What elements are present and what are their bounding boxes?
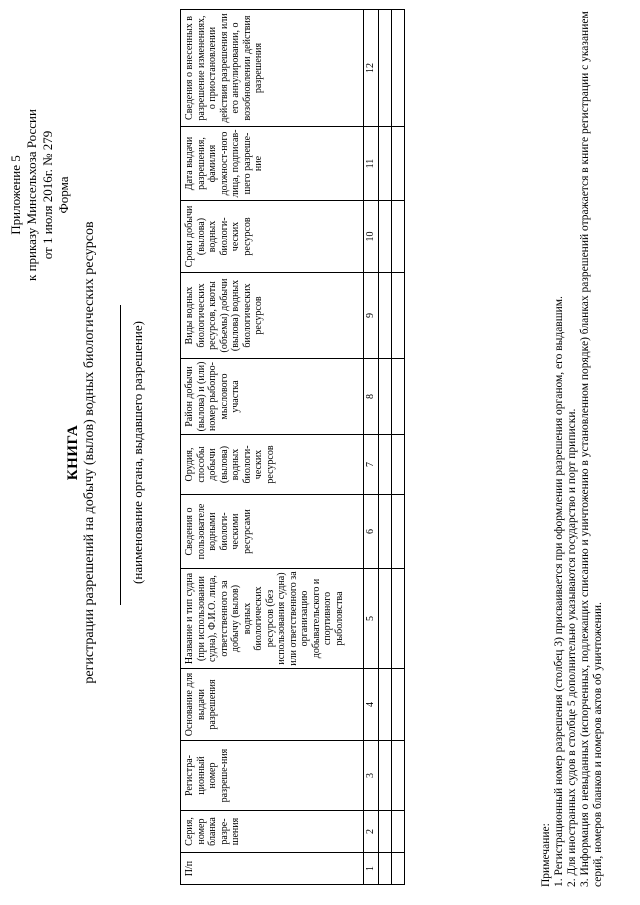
column-header: Сведения о пользователе водными биологи-ческими ресурсами — [181, 495, 364, 569]
order-reference: к приказу Минсельхоза России — [24, 109, 39, 281]
table-cell — [379, 495, 392, 569]
organization-name-line — [120, 305, 121, 605]
table-cell — [392, 569, 405, 669]
table-cell — [379, 853, 392, 885]
column-number-row — [364, 10, 379, 885]
table-header-row — [181, 10, 364, 885]
column-header: Регистра-ционный номер разреше-ния — [181, 741, 364, 811]
column-number: 10 — [364, 201, 379, 273]
note-item: 1. Регистрационный номер разрешения (столбец 3) присваивается при оформлении разрешения органом, его выдавшим. — [553, 296, 565, 887]
table-cell — [392, 273, 405, 359]
table-cell — [379, 741, 392, 811]
column-header: Виды водных биологических ресурсов, квоты (объемы) добычи (вылова) водных биологических ресурсов — [181, 273, 364, 359]
column-header: П/п — [181, 853, 364, 885]
registration-table — [180, 9, 405, 885]
document-subtitle: регистрации разрешений на добычу (вылов) водных биологических ресурсов — [82, 221, 97, 684]
table-cell — [379, 669, 392, 741]
column-number: 8 — [364, 359, 379, 435]
table-cell — [392, 741, 405, 811]
column-number: 11 — [364, 127, 379, 201]
column-header: Орудия, способы добычи (вылова) водных биологи-ческих ресурсов — [181, 435, 364, 495]
note-item: 3. Информация о невыданных (испорченных, подлежащих списанию и уничтожению в установленном порядке) бланках разрешений отражается в книге регистрации с указанием серий, номеров бланков и номеров актов об уничтожении. — [579, 11, 604, 887]
notes-section — [540, 7, 605, 887]
column-header: Сроки добычи (вылова) водных биологи-ческих ресурсов — [181, 201, 364, 273]
column-header: Серия, номер бланка разре-шения — [181, 811, 364, 853]
table-cell — [379, 127, 392, 201]
column-header: Основание для выдачи разрешения — [181, 669, 364, 741]
column-number: 2 — [364, 811, 379, 853]
column-number: 7 — [364, 435, 379, 495]
appendix-header — [8, 75, 72, 315]
column-number: 12 — [364, 10, 379, 127]
organization-caption: (наименование органа, выдавшего разрешение) — [130, 321, 145, 584]
table-cell — [392, 669, 405, 741]
table-cell — [392, 201, 405, 273]
table-cell — [392, 495, 405, 569]
order-date: от 1 июля 2016г. № 279 — [40, 130, 55, 260]
form-label: Форма — [56, 176, 71, 214]
table-cell — [392, 359, 405, 435]
table-cell — [379, 10, 392, 127]
column-header: Район добычи (вылова) и (или) номер рыбопро-мыслового участка — [181, 359, 364, 435]
column-number: 3 — [364, 741, 379, 811]
column-header: Название и тип судна (при использовании судна), Ф.И.О. лица, ответственного за добычу (вылов) водных биологических ресурсов (без использования судна) или ответственного за организацию добывательского и спортивного рыболовства — [181, 569, 364, 669]
column-header: Дата выдачи разрешения, фамилия должност-ного лица, подписав-шего разреше-ние — [181, 127, 364, 201]
note-item: 2. Для иностранных судов в столбце 5 дополнительно указываются государство и порт приписки. — [566, 408, 578, 887]
table-cell — [392, 127, 405, 201]
table-cell — [379, 201, 392, 273]
column-number: 4 — [364, 669, 379, 741]
table-cell — [379, 435, 392, 495]
table-cell — [379, 273, 392, 359]
table-cell — [379, 569, 392, 669]
notes-heading: Примечание: — [540, 823, 552, 887]
table-cell — [392, 811, 405, 853]
appendix-label: Приложение 5 — [8, 155, 23, 235]
column-number: 6 — [364, 495, 379, 569]
column-header: Сведения о внесенных в разрешение изменениях, о приостановлении действия разрешения или его аннулировании, о возобновлении действия разрешения — [181, 10, 364, 127]
empty-entry-row — [392, 10, 405, 885]
column-number: 9 — [364, 273, 379, 359]
column-number: 5 — [364, 569, 379, 669]
table-cell — [392, 435, 405, 495]
table-cell — [392, 853, 405, 885]
empty-entry-row — [379, 10, 392, 885]
table-cell — [392, 10, 405, 127]
document-title: КНИГА — [65, 424, 81, 481]
table-cell — [379, 359, 392, 435]
column-number: 1 — [364, 853, 379, 885]
table-cell — [379, 811, 392, 853]
